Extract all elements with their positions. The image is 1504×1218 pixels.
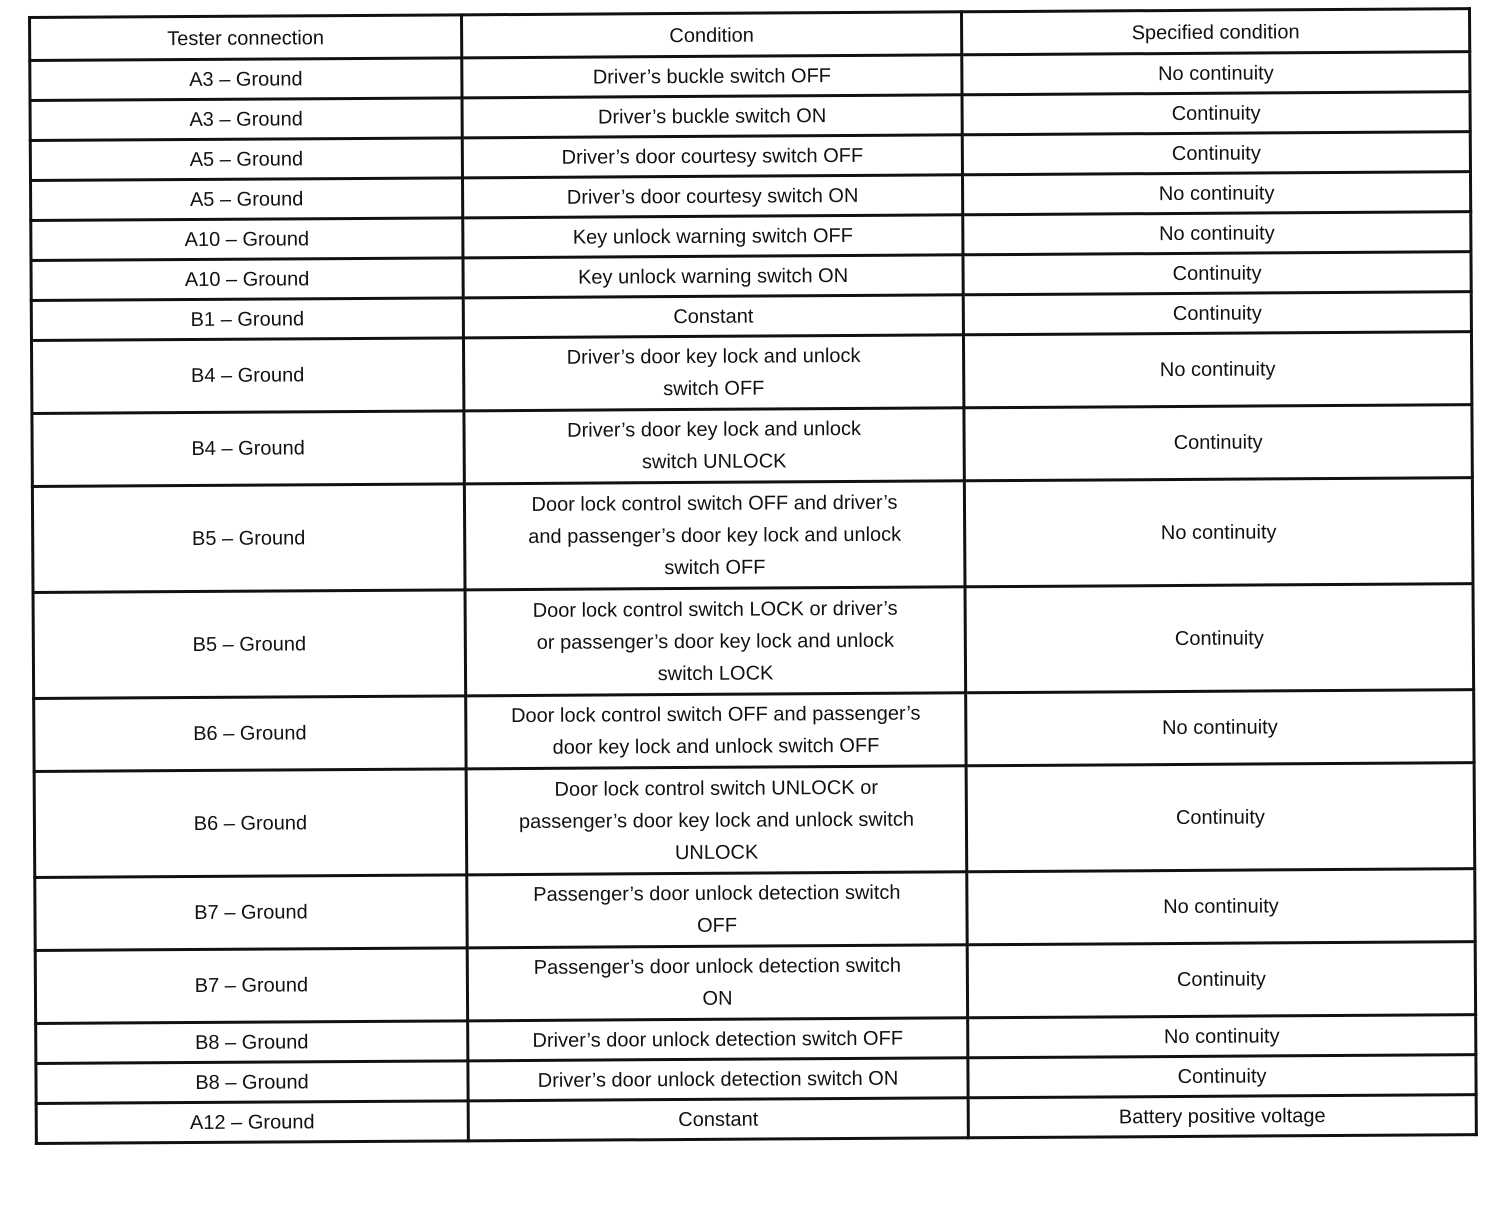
cell-tester-connection: B1 – Ground (31, 298, 463, 341)
cell-specified-condition: Continuity (968, 1055, 1476, 1098)
cell-condition: Driver’s door key lock and unlock switch UNLOCK (464, 408, 964, 484)
cell-specified-condition: Battery positive voltage (968, 1095, 1476, 1138)
cell-condition: Driver’s door key lock and unlock switch OFF (463, 335, 963, 411)
table-row (36, 1095, 1476, 1144)
table-row (34, 763, 1475, 878)
table-row (31, 332, 1471, 414)
cell-tester-connection: B4 – Ground (32, 411, 464, 487)
cell-specified-condition: Continuity (966, 763, 1475, 872)
cell-condition: Driver’s buckle switch OFF (462, 55, 962, 98)
cell-specified-condition: Continuity (965, 584, 1474, 693)
cell-condition: Driver’s door courtesy switch ON (462, 175, 962, 218)
cell-specified-condition: No continuity (966, 690, 1474, 766)
continuity-table-wrapper (28, 7, 1475, 1145)
cell-tester-connection: A10 – Ground (31, 218, 463, 261)
table-row (34, 690, 1474, 772)
cell-condition: Constant (463, 295, 963, 338)
cell-tester-connection: B5 – Ground (32, 484, 465, 593)
cell-tester-connection: B8 – Ground (36, 1021, 468, 1064)
cell-specified-condition: No continuity (967, 869, 1475, 945)
cell-specified-condition: Continuity (964, 405, 1472, 481)
cell-tester-connection: A3 – Ground (30, 98, 462, 141)
cell-tester-connection: B7 – Ground (35, 948, 467, 1024)
cell-condition: Driver’s door courtesy switch OFF (462, 135, 962, 178)
cell-condition: Door lock control switch OFF and driver’s and passenger’s door key lock and unlock switch OFF (464, 481, 965, 590)
table-row (35, 942, 1475, 1024)
cell-condition: Driver’s door unlock detection switch ON (468, 1058, 968, 1101)
cell-specified-condition: No continuity (963, 332, 1471, 408)
continuity-table (28, 7, 1478, 1145)
cell-specified-condition: Continuity (963, 252, 1471, 295)
header-tester-connection: Tester connection (30, 15, 462, 61)
cell-condition: Key unlock warning switch OFF (463, 215, 963, 258)
cell-specified-condition: Continuity (962, 132, 1470, 175)
cell-condition: Passenger’s door unlock detection switch ON (467, 945, 967, 1021)
cell-tester-connection: A10 – Ground (31, 258, 463, 301)
cell-specified-condition: No continuity (968, 1015, 1476, 1058)
cell-tester-connection: B6 – Ground (34, 696, 466, 772)
cell-specified-condition: No continuity (964, 478, 1473, 587)
cell-condition: Driver’s buckle switch ON (462, 95, 962, 138)
cell-tester-connection: B5 – Ground (33, 590, 466, 699)
cell-tester-connection: A5 – Ground (30, 138, 462, 181)
table-row (32, 405, 1472, 487)
cell-specified-condition: No continuity (962, 52, 1470, 95)
cell-tester-connection: A12 – Ground (36, 1101, 468, 1144)
cell-tester-connection: B4 – Ground (31, 338, 463, 414)
cell-tester-connection: A5 – Ground (31, 178, 463, 221)
table-row (35, 869, 1475, 951)
cell-specified-condition: Continuity (967, 942, 1475, 1018)
cell-specified-condition: No continuity (963, 212, 1471, 255)
cell-condition: Door lock control switch LOCK or driver’s or passenger’s door key lock and unlock switch LOCK (465, 587, 966, 696)
cell-condition: Key unlock warning switch ON (463, 255, 963, 298)
table-row (32, 478, 1473, 593)
cell-condition: Door lock control switch UNLOCK or passenger’s door key lock and unlock switch UNLOCK (466, 766, 967, 875)
cell-specified-condition: No continuity (962, 172, 1470, 215)
cell-condition: Door lock control switch OFF and passenger’s door key lock and unlock switch OFF (466, 693, 966, 769)
header-condition: Condition (462, 12, 962, 58)
cell-specified-condition: Continuity (962, 92, 1470, 135)
cell-condition: Passenger’s door unlock detection switch OFF (467, 872, 967, 948)
cell-tester-connection: B7 – Ground (35, 875, 467, 951)
cell-specified-condition: Continuity (963, 292, 1471, 335)
table-row (33, 584, 1474, 699)
cell-tester-connection: A3 – Ground (30, 58, 462, 101)
cell-tester-connection: B6 – Ground (34, 769, 467, 878)
cell-condition: Driver’s door unlock detection switch OFF (468, 1018, 968, 1061)
header-specified-condition: Specified condition (961, 9, 1469, 55)
cell-tester-connection: B8 – Ground (36, 1061, 468, 1104)
cell-condition: Constant (468, 1098, 968, 1141)
